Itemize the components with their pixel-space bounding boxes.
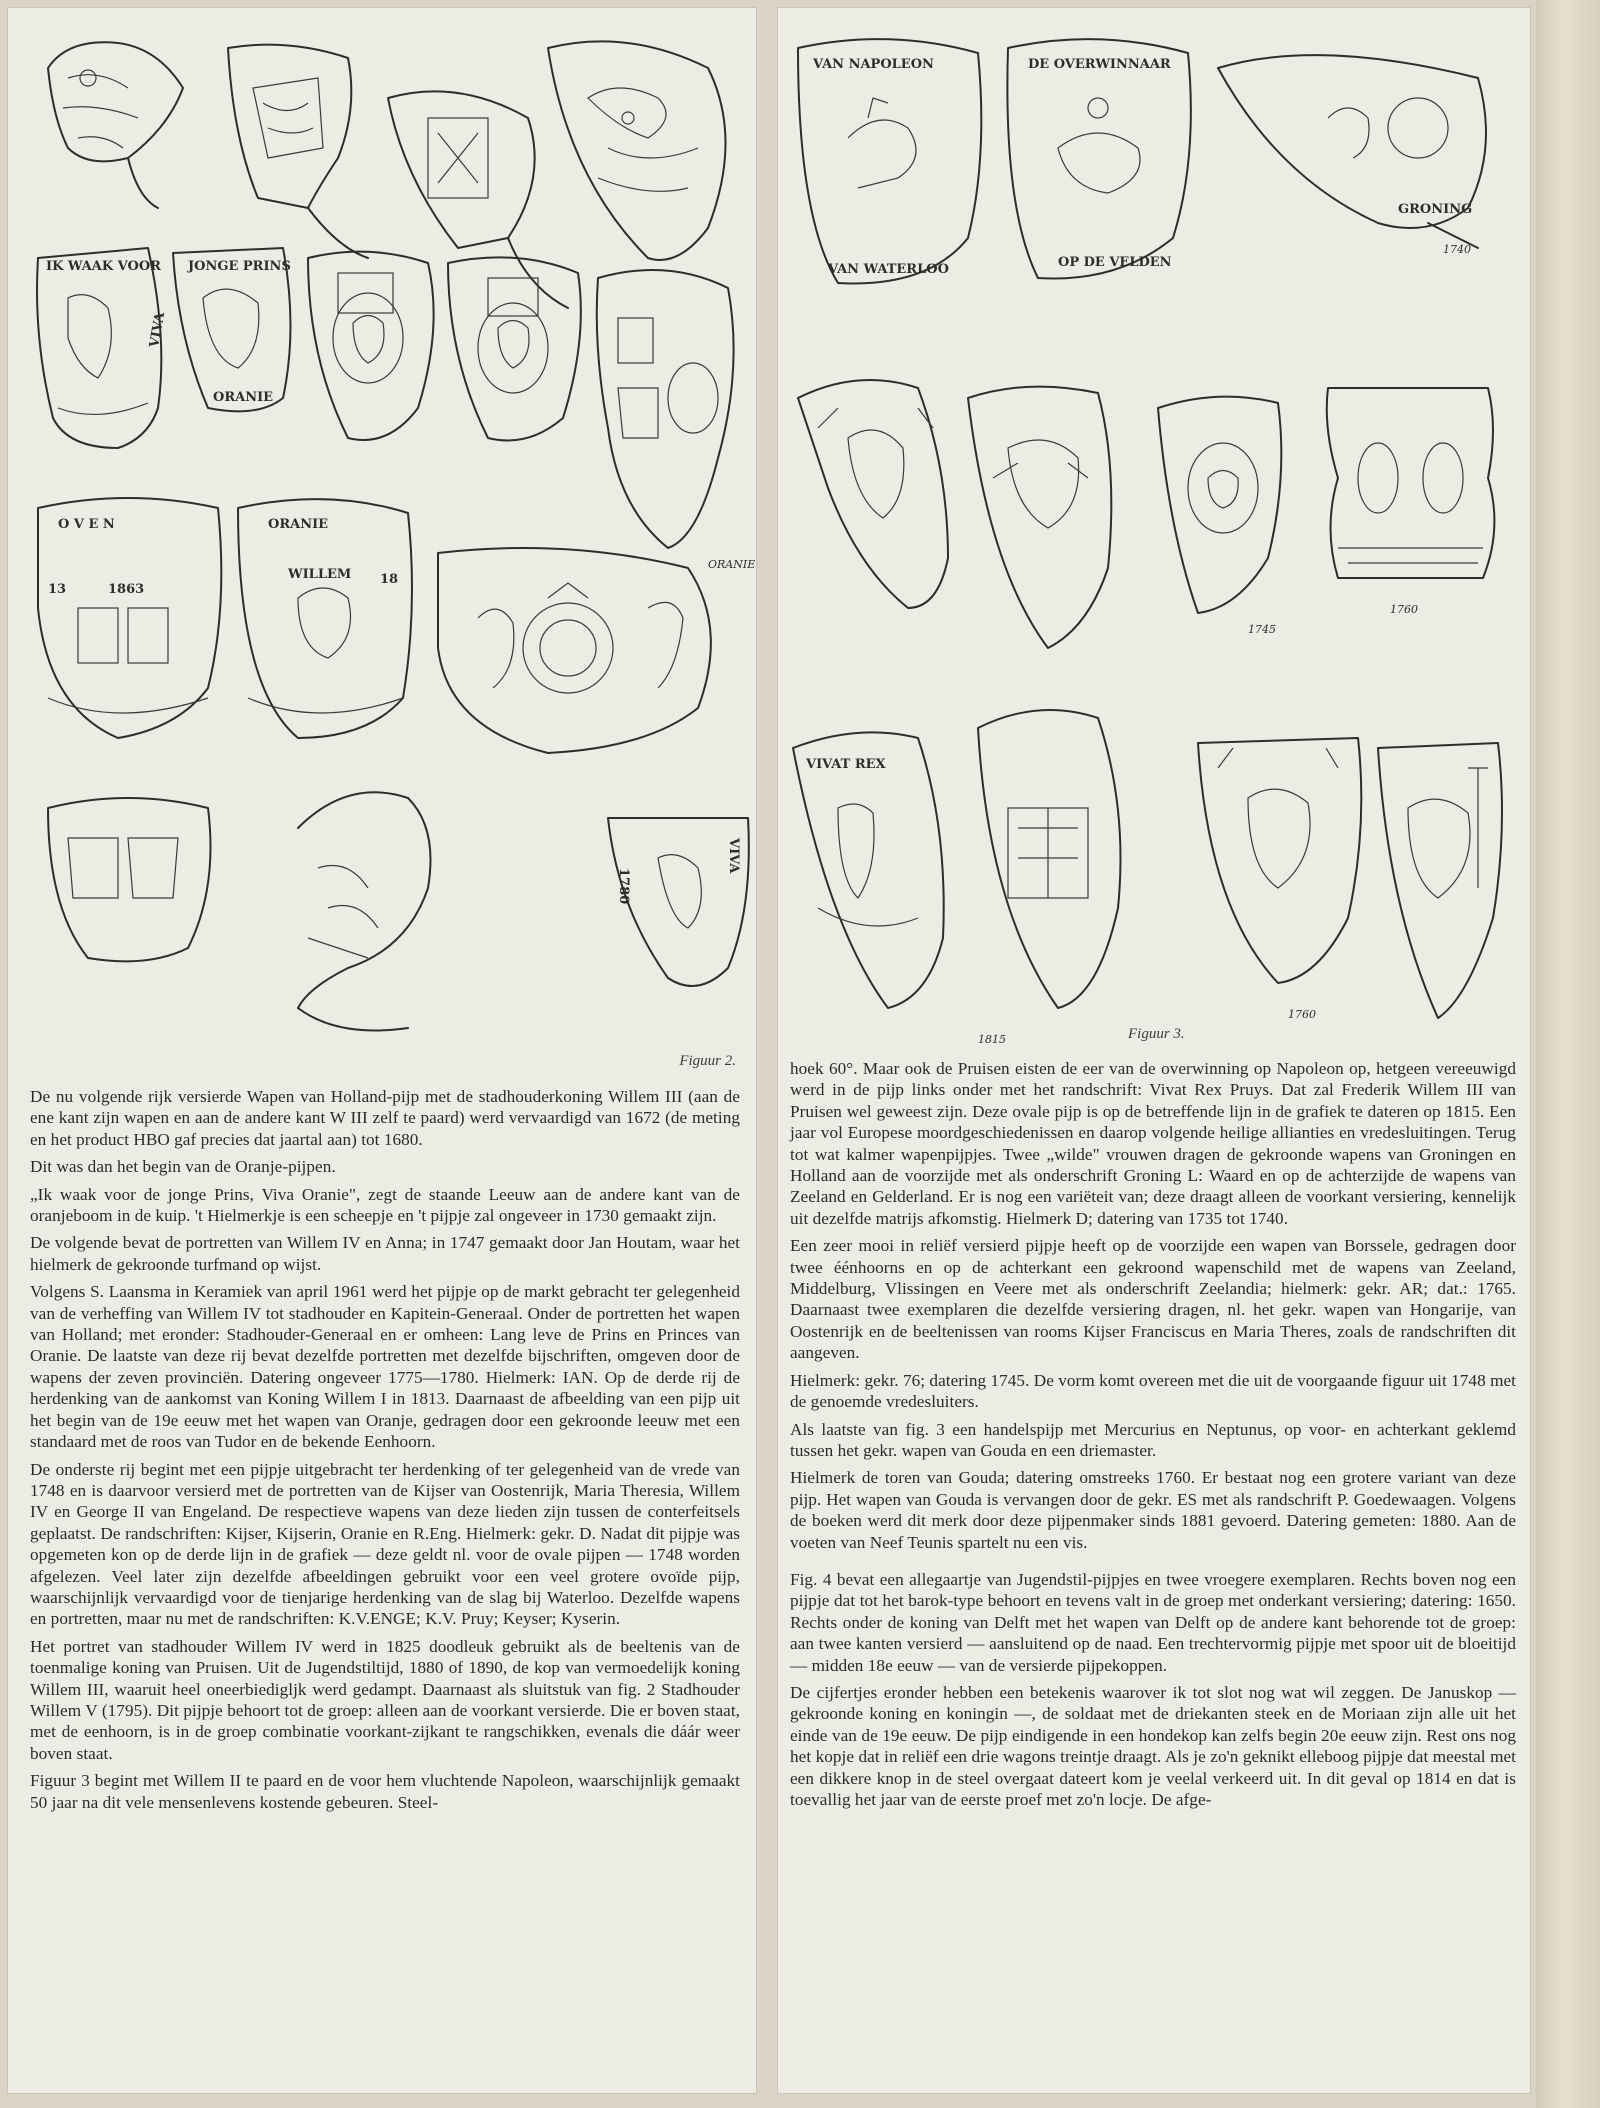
paragraph: Hielmerk de toren van Gouda; datering omstreeks 1760. Er bestaat nog een grotere variant van deze pijp. Het wapen van Gouda is vervangen door de gekr. ES met als randschrift P. Goedewaagen. Volgens de boeken werd dit merk door deze pijpenmaker sinds 1881 gevoerd. Datering gemeten: 1880. Aan de voeten van Neef Teunis spartelt nu een vis. (790, 1468, 1516, 1552)
right-page (778, 8, 1530, 2093)
label-van-waterloo: VAN WATERLOO (828, 262, 949, 277)
pipe-ik-waak (37, 248, 161, 448)
label-1863: 1863 (108, 582, 145, 597)
label-18: 18 (380, 572, 399, 587)
pipe-seven-provinces (597, 270, 756, 571)
pipe-vivat-rex (793, 732, 944, 1008)
pipe-1863 (38, 498, 221, 738)
label-op-de-velden: OP DE VELDEN (1058, 255, 1172, 270)
pipe-arms-lower (48, 798, 211, 961)
label-o-ven: O V E N (58, 517, 115, 532)
pipe-francis-theres (1158, 397, 1281, 636)
paragraph: De nu volgende rijk versierde Wapen van Holland-pijp met de stadhouderkoning Willem III (aan de ene kant zijn wapen en aan de andere kant W III zelf te paard) werd vervaardigd van 1672 (de meting en het product HBO gaf precies dat jaartal aan) tot 1680. (30, 1087, 740, 1149)
figure-3-drawing (778, 8, 1530, 1048)
label-1745: 1745 (1248, 623, 1276, 636)
right-article-text (790, 1058, 1516, 1816)
label-de-overwinnaar: DE OVERWINNAAR (1028, 57, 1171, 72)
pipe-head-king (298, 792, 431, 1030)
pipe-willem-anna-2 (448, 257, 581, 440)
paragraph: „Ik waak voor de jonge Prins, Viva Oranie", zegt de staande Leeuw aan de andere kant van de oranjeboom in de kuip. 't Hielmerkje is een scheepje en 't pijpje zal ongeveer in 1730 gemaakt zijn. (30, 1184, 740, 1226)
figure-3-illustrations (778, 8, 1530, 1048)
label-1815: 1815 (978, 1033, 1006, 1046)
left-page (8, 8, 756, 2093)
figure-3-caption: Figuur 3. (1128, 1026, 1185, 1042)
label-willem: WILLEM (288, 567, 352, 582)
pipe-neptunus (1378, 743, 1502, 1018)
paragraph: Fig. 4 bevat een allegaartje van Jugendstil-pijpjes en twee vroegere exemplaren. Rechts boven nog een pijpje dat tot het barok-type behoort en tevens valt in de groep met onderkant versiering; datering: 1650. Rechts onder de koning van Delft met het wapen van Delft op de andere kant behorende tot de groep: aan twee kanten versierd — aansluitend op de naad. Een trechtervormig pijpje met spoor uit de bloeitijd — midden 18e eeuw — van de versierde pijpekoppen. (790, 1569, 1516, 1675)
pipe-fish-head (48, 42, 183, 208)
pipe-groning (1218, 55, 1486, 256)
paragraph: De cijfertjes eronder hebben een betekenis waarover ik tot slot nog wat wil zeggen. De Januskop — gekroonde koning en koningin —, de soldaat met de driekanten steek en de Moriaan zijn alle uit het einde van de 19e eeuw. De pijp eindigende in een hondekop kan zelfs begin 20e eeuw zijn. Rest ons nog het kopje dat in reliëf een drie wagons treintje draagt. Als je zo'n geknikt elleboog pijpje dat meestal met een dikkere knop in de steel overgaat dateert kom je veelal verkeerd uit. In dit geval op 1814 en dat is toevallig het jaar van de eerste proef met zo'n locje. De afge- (790, 1682, 1516, 1809)
pipe-borssele (798, 380, 948, 608)
label-jonge-prins: JONGE PRINS (188, 259, 291, 274)
label-1760-b: 1760 (1288, 1008, 1316, 1021)
label-viva-2: 1780 (616, 868, 631, 905)
pipe-arms-holland-1 (228, 45, 368, 258)
figure-2-drawing (8, 8, 756, 1048)
label-groning: GRONING (1398, 202, 1473, 217)
pipe-arms-large (978, 710, 1121, 1046)
paragraph: Dit was dan het begin van de Oranje-pijpen. (30, 1157, 336, 1177)
figure-2-caption: Figuur 2. (679, 1053, 736, 1069)
figure-2-illustrations (8, 8, 756, 1048)
label-van-napoleon: VAN NAPOLEON (813, 57, 934, 72)
pipe-viva-oranie-2 (608, 818, 749, 986)
pipe-arms-holland-2 (388, 91, 568, 308)
label-oranie-2: ORANIE (268, 517, 329, 532)
paragraph: hoek 60°. Maar ook de Pruisen eisten de eer van de overwinning op Napoleon op, hetgeen vereeuwigd werd in de pijp links onder met het randschrift: Vivat Rex Pruys. Dat zal Frederik Willem III van Pruisen wel geweest zijn. Deze ovale pijp is op de betreffende lijn in de grafiek te dateren op 1815. Een jaar vol Europese moordgeschiedenissen en daarop volgende heilige allianties en vredesluitingen. Terug tot wat kalmer wapenpijpjes. Twee „wilde" vrouwen dragen de gekroonde wapens van Groningen en Holland aan de voorzijde met als onderschrift Groning L: Waard en op de achterzijde de wapens van Zeeland en Gelderland. Er is nog een variëteit van; deze draagt alleen de voorkant versiering, kennelijk uit dezelfde matrijs afkomstig. Hielmerk D; datering van 1735 tot 1740. (790, 1059, 1516, 1228)
paragraph: Volgens S. Laansma in Keramiek van april 1961 werd het pijpje op de markt gebracht ter gelegenheid van de verheffing van Willem IV tot stadhouder en Kapitein-Generaal. Onder de portretten het wapen van Holland; met eronder: Stadhouder-Generaal en er omheen: Lang leve de Prins en Princes van Oranie. De laatste van deze rij bevat dezelfde portretten met dezelfde bijschriften, omgeven door de wapens der zeven provinciën. Datering ongeveer 1775—1780. Hielmerk: IAN. Op de derde rij de herdenking van de aankomst van Koning Willem I in 1813. Daarnaast de afbeelding van een pijp uit het begin van de 19e eeuw met het wapen van Oranje, gedragen door een gekroonde leeuw met een standaard met de roos van Tudor en de bekende Eenhoorn. (30, 1282, 740, 1452)
pipe-willem-anna-1 (308, 252, 434, 440)
label-1780: ORANIE (708, 558, 756, 571)
paragraph: Als laatste van fig. 3 een handelspijp met Mercurius en Neptunus, op voor- en achterkant geklemd tussen het gekr. wapen van Gouda en een driemaster. (790, 1419, 1516, 1460)
pipe-mercurius (1198, 738, 1361, 1021)
label-ik-waak: IK WAAK VOOR (46, 259, 161, 274)
pipe-1760-cylinder (1327, 388, 1495, 616)
paragraph: De volgende bevat de portretten van Willem IV en Anna; in 1747 gemaakt door Jan Houtam, waar het hielmerk de gekroonde turfmand op wijst. (30, 1233, 740, 1274)
pipe-willem-oranie (238, 499, 412, 738)
label-oranie-1: ORANIE (213, 390, 274, 405)
pipe-unicorn-shield (968, 387, 1111, 648)
paragraph: Het portret van stadhouder Willem IV werd in 1825 doodleuk gebruikt als de beeltenis van de toenmalige koning van Pruisen. Uit de Jugendstiltijd, 1880 of 1890, de kop van vermoedelijk koning Willem III, waaruit heel oneerbiedigljk werd gedampt. Daarnaast als sluitstuk van fig. 2 Stadhouder Willem V (1795). Dit pijpje behoort tot de groep: alleen aan de voorkant versierde. Die er boven staat, met de eenhoorn, is in de groep combinatie voorkant-zijkant te rangschikken, evenals die dáár weer boven staat. (30, 1636, 740, 1763)
pipe-lion-unicorn (438, 548, 711, 753)
scan-edge (1536, 0, 1600, 2108)
paragraph: Hielmerk: gekr. 76; datering 1745. De vorm komt overeen met die uit de voorgaande figuur uit 1748 met de genoemde vredesluiters. (790, 1370, 1516, 1412)
left-article-text (30, 1086, 740, 1819)
pipe-van-napoleon (798, 39, 981, 283)
pipe-overwinnaar (1007, 39, 1190, 278)
paragraph: Figuur 3 begint met Willem II te paard en de voor hem vluchtende Napoleon, waarschijnlijk gemaakt 50 jaar na dit vele mensenlevens kostende gebeuren. Steel- (30, 1771, 740, 1812)
label-viva: VIVA (147, 311, 169, 349)
paragraph: De onderste rij begint met een pijpje uitgebracht ter herdenking of ter gelegenheid van de vrede van 1748 en is daarvoor versierd met de portretten van de Kijser van Oostenrijk, Maria Theresia, Willem IV en George II van Engeland. De respectieve wapens van deze lieden zijn tussen de conterfeitsels geplaatst. De randschriften: Kijser, Kijserin, Oranie en R.Eng. Hielmerk: gekr. D. Nadat dit pijpje was opgemeten kon op de derde lijn in de grafiek — deze geldt nl. voor de ovale pijpen — 1748 worden afgelezen. Veel later zijn dezelfde afbeeldingen gebruikt voor een veel grotere ovoïde pijp, waarschijnlijk vervaardigd voor de tienjarige herdenking van de slag bij Waterloo. Dezelfde wapens en portretten, maar nu met de randschriften: K.V.ENGE; K.V. Pruy; Keyser; Kyserin. (30, 1459, 740, 1629)
paragraph: Een zeer mooi in reliëf versierd pijpje heeft op de voorzijde een wapen van Borssele, gedragen door twee éénhoorns en op de achterkant een gekroond wapenschild met de wapens van Zeeland, Middelburg, Vlissingen en Veere met als onderschrift Zeelandia; hielmerk: gekr. AR; dat.: 1765. Daarnaast twee exemplaren die dezelfde versiering dragen, nl. het gekr. wapen van Hongarije, van Oostenrijk en de beeltenissen van rooms Kijser Franciscus en Maria Theres, zoals de randschriften dit aangeven. (790, 1236, 1516, 1363)
label-oranie-3: VIVA (726, 838, 741, 874)
label-1760-a: 1760 (1390, 603, 1418, 616)
pipe-horseman (548, 41, 726, 260)
pipe-jonge-prins (147, 248, 291, 411)
label-13: 13 (48, 582, 67, 597)
label-1740: 1740 (1443, 243, 1471, 256)
label-vivat-rex: VIVAT REX (806, 757, 886, 772)
